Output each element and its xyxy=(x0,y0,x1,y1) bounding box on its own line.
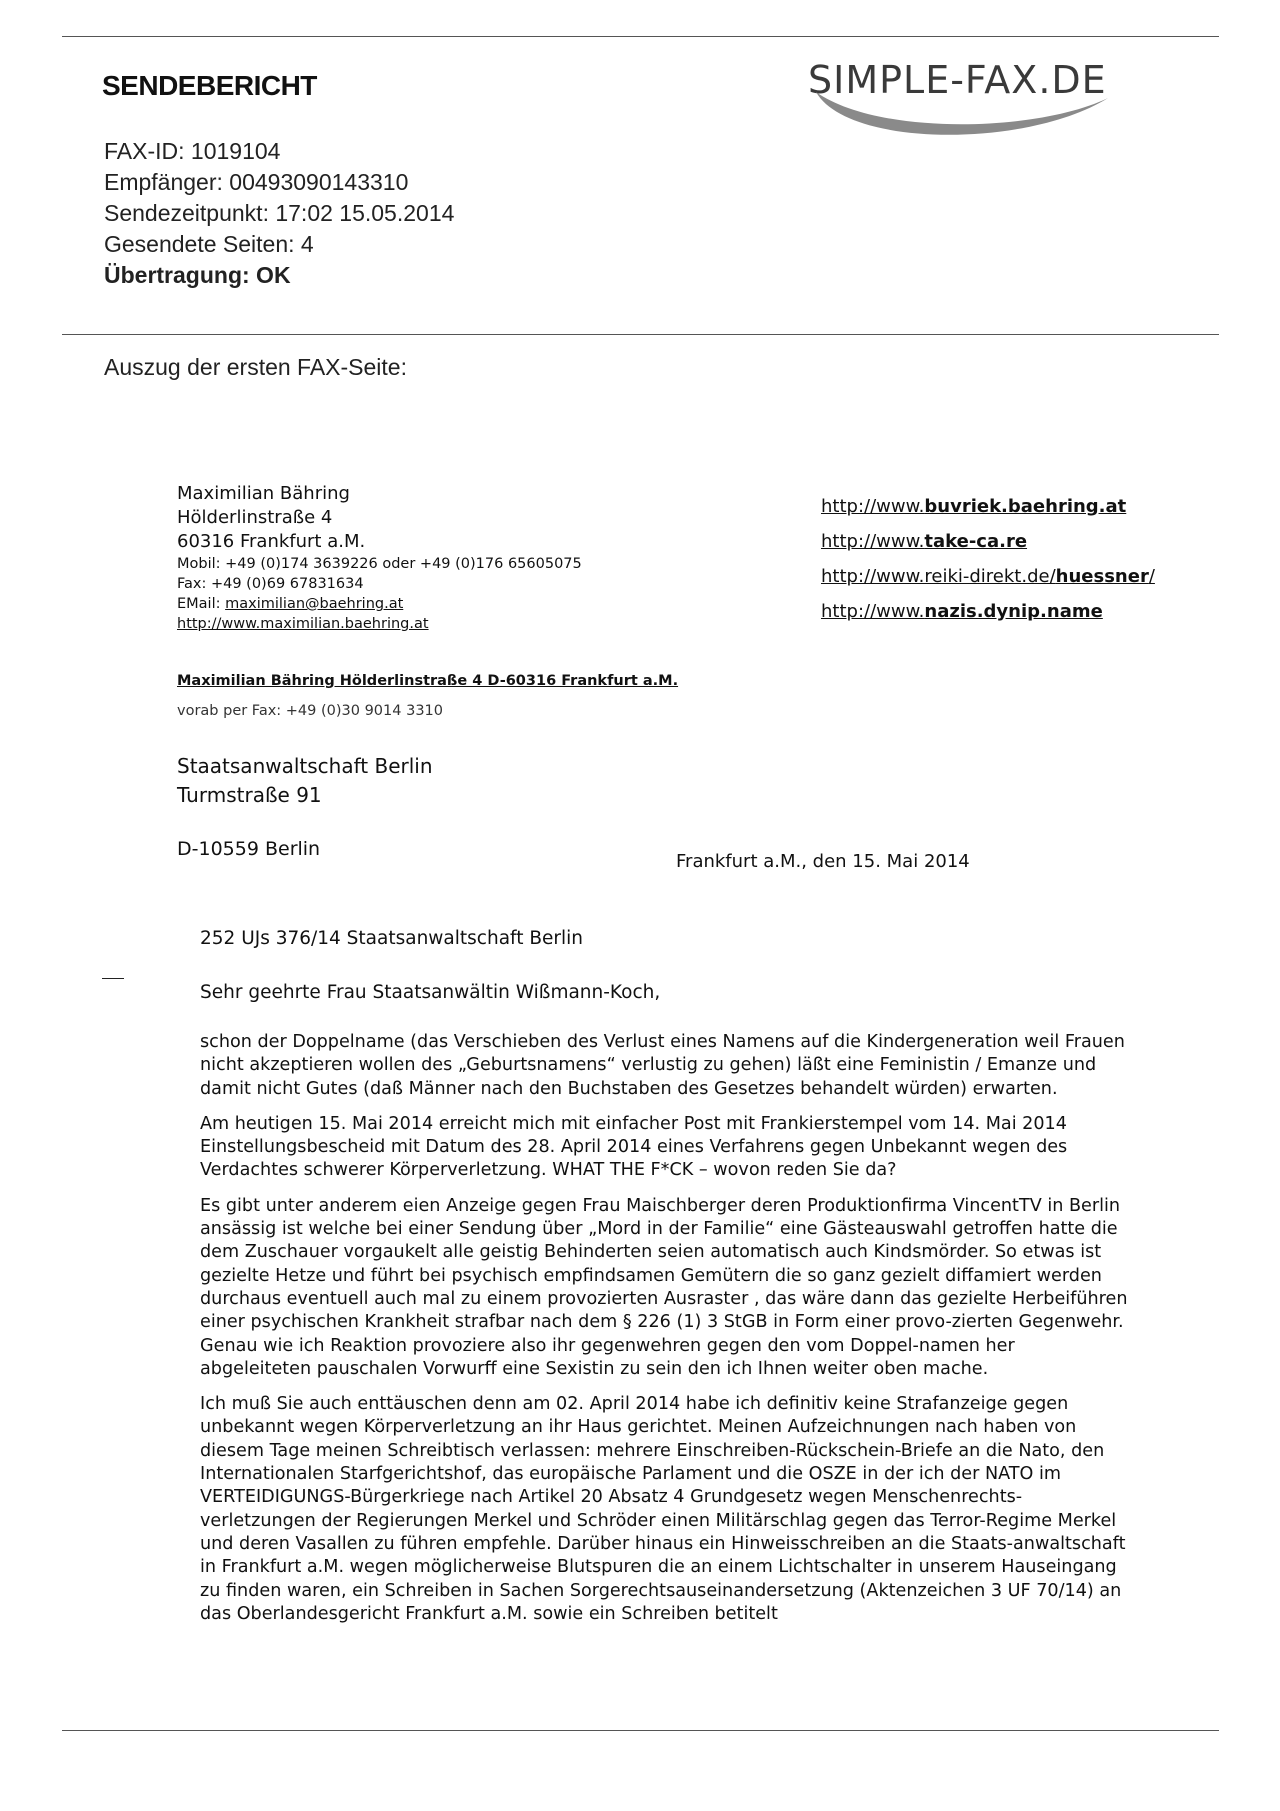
logo-text: SIMPLE-FAX.DE xyxy=(808,58,1107,102)
fax-id: FAX-ID: 1019104 xyxy=(104,138,281,164)
sender-street: Hölderlinstraße 4 xyxy=(177,507,333,528)
logo-swoosh-icon xyxy=(808,88,1208,150)
sender-address xyxy=(177,482,582,634)
report-title: SENDEBERICHT xyxy=(102,70,317,101)
link-prefix: http://www. xyxy=(821,601,925,622)
recipient-city: D-10559 Berlin xyxy=(177,838,321,860)
link-suffix: / xyxy=(1148,566,1155,587)
prefax-number: vorab per Fax: +49 (0)30 9014 3310 xyxy=(177,703,443,719)
report-details xyxy=(104,136,454,291)
recipient-number: Empfänger: 00493090143310 xyxy=(104,169,409,195)
link-prefix: http://www. xyxy=(821,531,925,552)
reference-line: 252 UJs 376/14 Staatsanwaltschaft Berlin xyxy=(200,928,584,949)
sender-city: 60316 Frankfurt a.M. xyxy=(177,531,366,552)
sender-name: Maximilian Bähring xyxy=(177,483,350,504)
link-host: take-ca.re xyxy=(924,531,1028,552)
sender-email-link[interactable]: maximilian@baehring.at xyxy=(225,596,404,612)
sender-mobile: Mobil: +49 (0)174 3639226 oder +49 (0)176 65605075 xyxy=(177,556,582,572)
send-time: Sendezeitpunkt: 17:02 15.05.2014 xyxy=(104,200,455,226)
link-reiki-direkt[interactable] xyxy=(821,559,1155,594)
link-prefix: http://www.reiki-direkt.de/ xyxy=(821,566,1056,587)
letter-body xyxy=(200,1031,1130,1638)
link-prefix: http://www. xyxy=(821,496,925,517)
link-host: buvriek.baehring.at xyxy=(924,496,1127,517)
top-divider xyxy=(62,36,1219,37)
bottom-divider xyxy=(62,1730,1219,1731)
link-nazis-dynip[interactable] xyxy=(821,594,1155,629)
link-take-care[interactable] xyxy=(821,524,1155,559)
paragraph: schon der Doppelname (das Verschieben des Verlust eines Namens auf die Kindergeneration weil Frauen nicht akzeptieren wollen des „Geburtsnamens“ verlustig zu gehen) läßt eine Feministin / Emanze und damit nicht Gutes (daß Männer nach den Buchstaben des Gesetzes behandelt würden) erwarten. xyxy=(200,1032,1125,1099)
excerpt-label: Auszug der ersten FAX-Seite: xyxy=(104,354,407,380)
pages-sent: Gesendete Seiten: 4 xyxy=(104,231,314,257)
simple-fax-logo xyxy=(808,58,1208,150)
letter-date: Frankfurt a.M., den 15. Mai 2014 xyxy=(676,851,970,872)
fold-mark xyxy=(102,978,124,979)
salutation: Sehr geehrte Frau Staatsanwältin Wißmann-Koch, xyxy=(200,982,661,1003)
link-buvriek[interactable] xyxy=(821,489,1155,524)
recipient-address xyxy=(177,752,433,810)
recipient-line2: Turmstraße 91 xyxy=(177,783,322,807)
link-host: huessner xyxy=(1055,566,1149,587)
recipient-line1: Staatsanwaltschaft Berlin xyxy=(177,754,433,778)
paragraph: Es gibt unter anderem eien Anzeige gegen Frau Maischberger deren Produktionfirma VincentTV in Berlin ansässig ist welche bei einer Sendung über „Mord in der Familie“ eine Gästeauswahl getroffen hatte die dem Zuschauer vorgaukelt alle geistig Behinderten seien automatisch auch Kindsmörder. So etwas ist gezielte Hetze und führt bei psychisch empfindsamen Gemütern die so ganz gezielt diffamiert werden durchaus eventuell auch mal zu einem provozierten Ausraster , das wäre dann das gezielte Herbeiführen einer psychischen Krankheit strafbar nach dem § 226 (1) 3 StGB in Form einer provo-zierten Gegenwehr. Genau wie ich Reaktion provoziere also ihr gegenwehren gegen den vom Doppel-namen her abgeleiteten pauschalen Vorwurff eine Sexistin zu sein den ich Ihnen weiter oben mache. xyxy=(200,1195,1128,1379)
return-address: Maximilian Bähring Hölderlinstraße 4 D-60316 Frankfurt a.M. xyxy=(177,673,679,689)
paragraph: Am heutigen 15. Mai 2014 erreicht mich mit einfacher Post mit Frankierstempel vom 14. Mai 2014 Einstellungsbescheid mit Datum des 28. April 2014 eines Verfahrens gegen Unbekannt wegen des Verdachtes schwerer Körperverletzung. WHAT THE F*CK – wovon reden Sie da? xyxy=(200,1113,1068,1181)
sender-fax: Fax: +49 (0)69 67831634 xyxy=(177,576,364,592)
sender-email-label: EMail: xyxy=(177,596,226,612)
paragraph: Ich muß Sie auch enttäuschen denn am 02. April 2014 habe ich definitiv keine Strafanzeige gegen unbekannt wegen Körperverletzung an ihr Haus gerichtet. Meinen Aufzeichnungen nach haben von diesem Tage meinen Schreibtisch verlassen: mehrere Einschreiben-Rückschein-Briefe an die Nato, den Internationalen Starfgerichtshof, das europäische Parlament und die OSZE in der ich der NATO im VERTEIDIGUNGS-Bürgerkriege nach Artikel 20 Absatz 4 Grundgesetz wegen Menschenrechts-verletzungen der Regierungen Merkel und Schröder einen Militärschlag gegen das Terror-Regime Merkel und deren Vasallen zu führen empfehle. Darüber hinaus ein Hinweisschreiben an die Staats-anwaltschaft in Frankfurt a.M. wegen möglicherweise Blutspuren die an einem Lichtschalter in unserem Hauseingang zu finden waren, ein Schreiben in Sachen Sorgerechtsauseinandersetzung (Aktenzeichen 3 UF 70/14) an das Oberlandesgericht Frankfurt a.M. sowie ein Schreiben betitelt xyxy=(200,1394,1126,1624)
link-host: nazis.dynip.name xyxy=(924,601,1103,622)
transmission-status: Übertragung: OK xyxy=(104,262,291,288)
middle-divider xyxy=(62,334,1219,335)
link-list xyxy=(821,489,1155,629)
sender-email-line xyxy=(177,594,582,614)
sender-web-link[interactable]: http://www.maximilian.baehring.at xyxy=(177,616,429,632)
